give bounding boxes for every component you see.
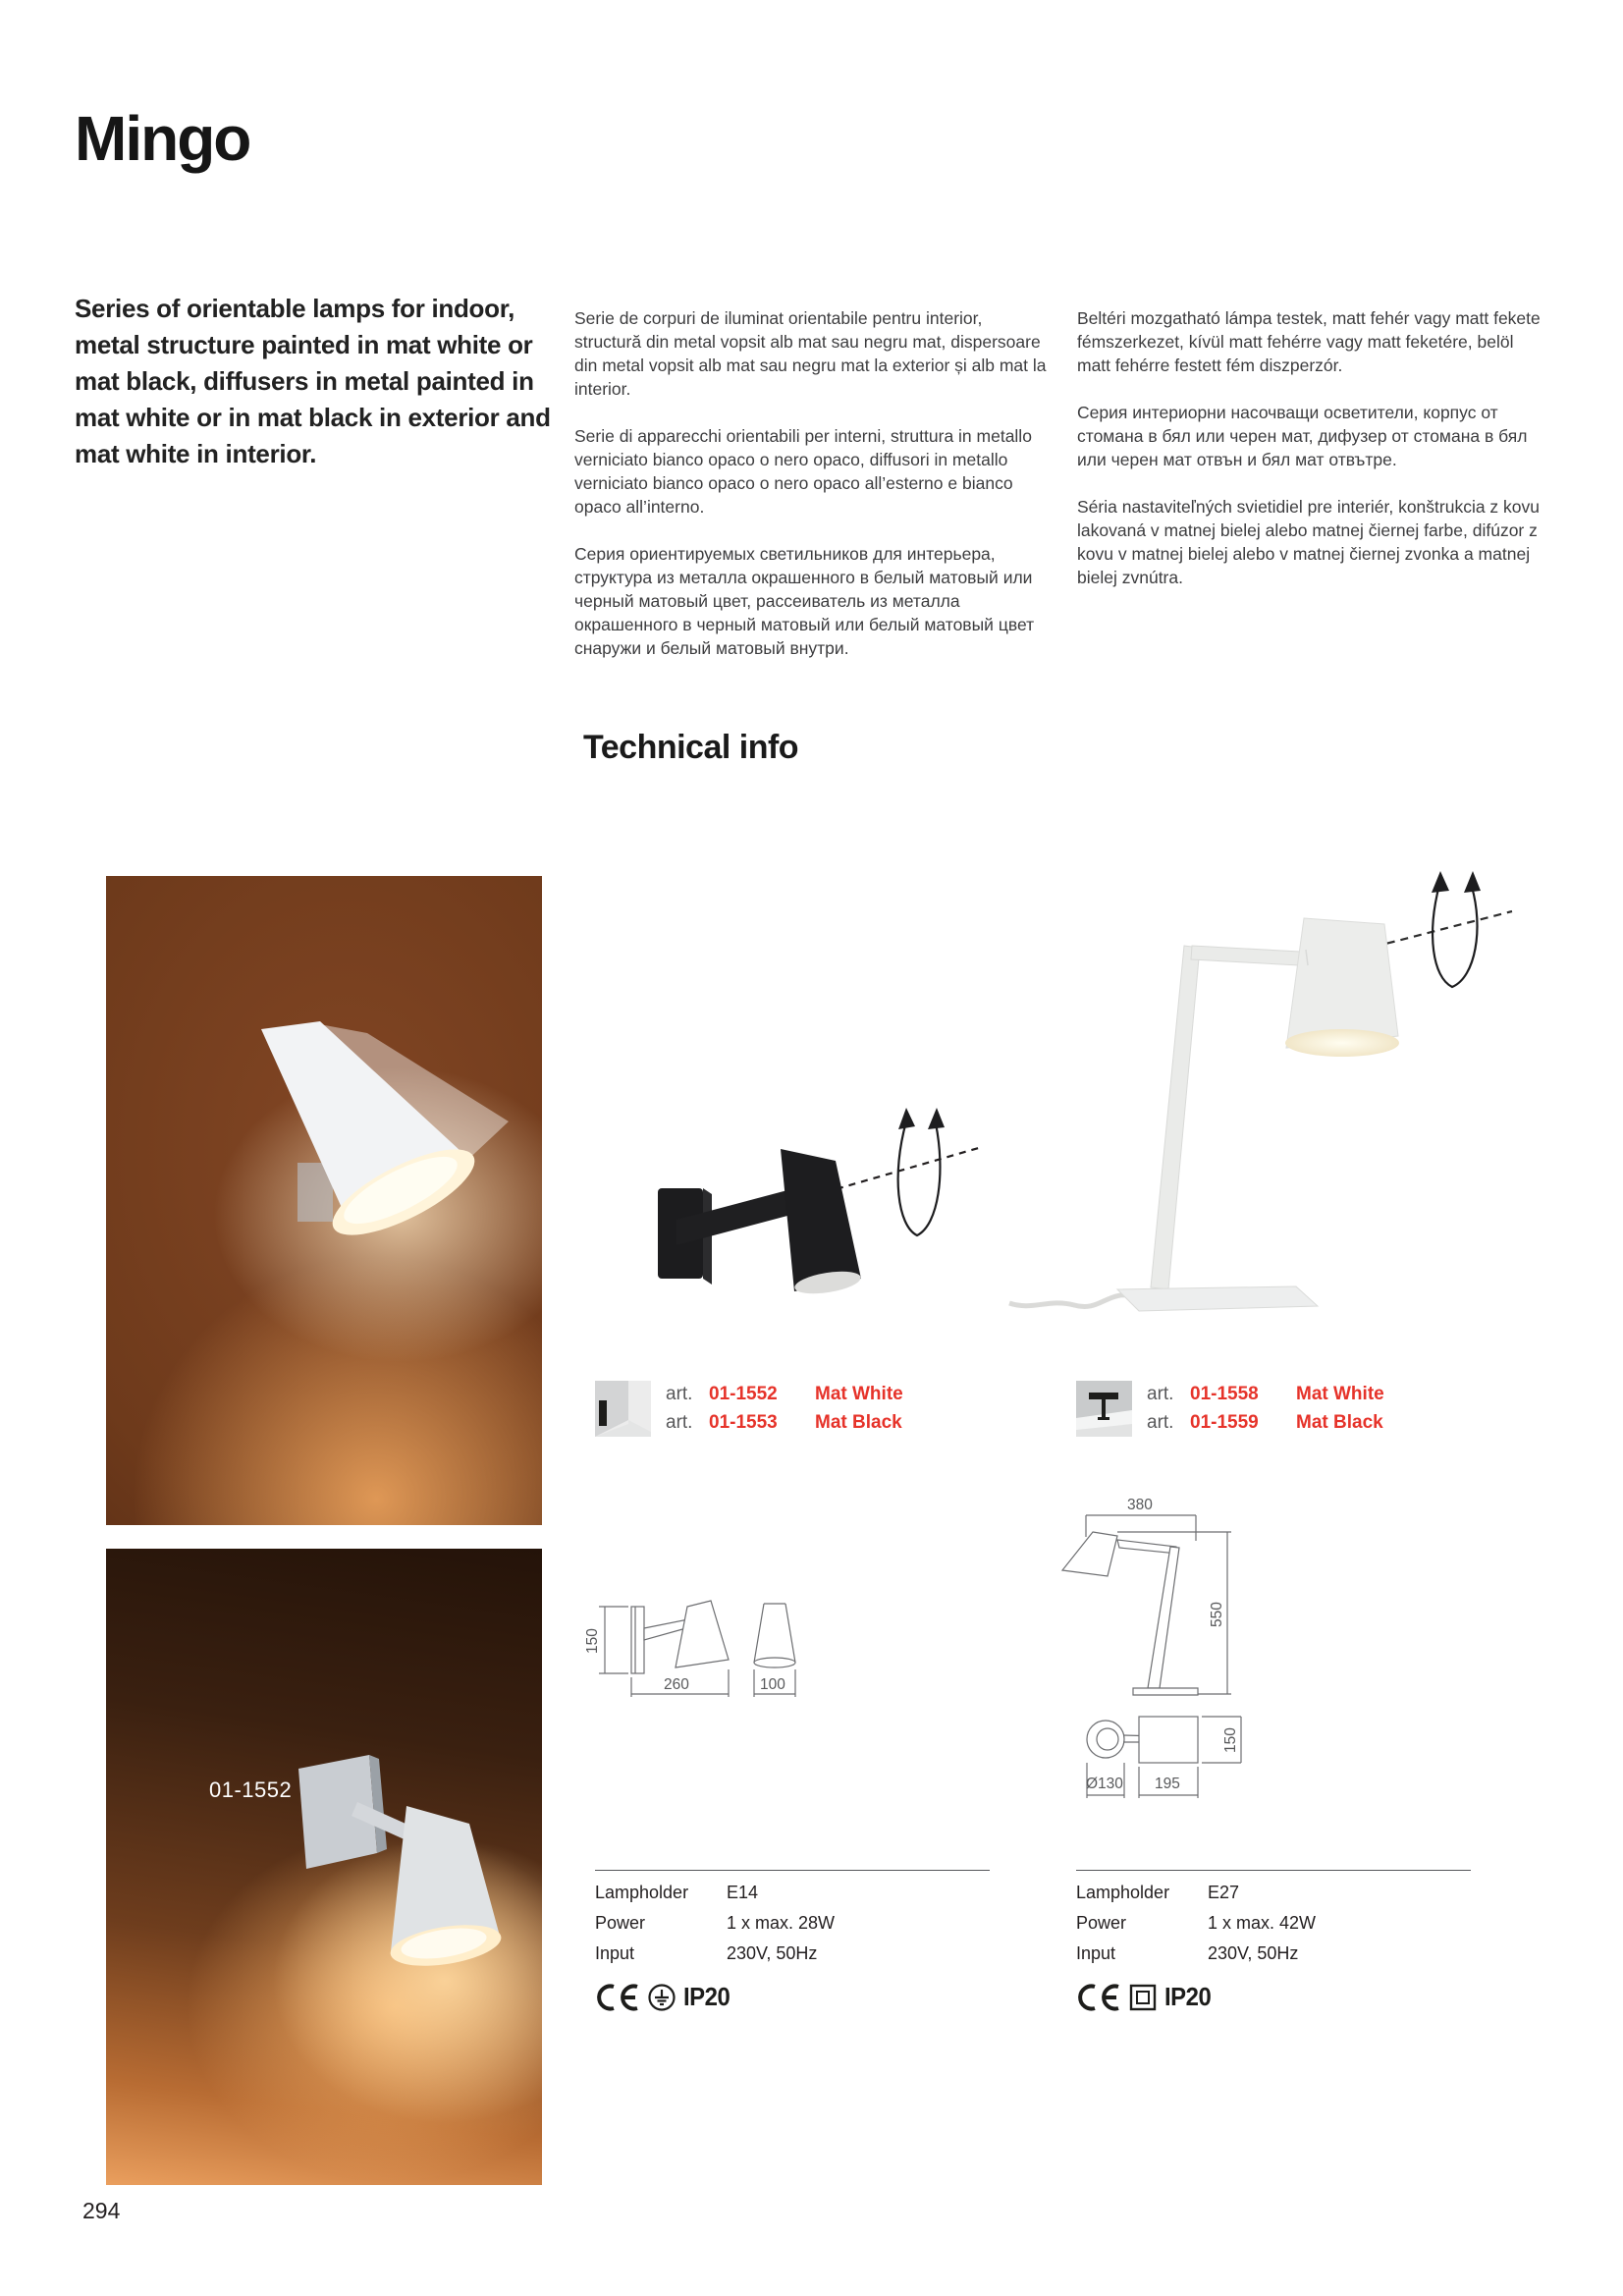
dimension-drawing-wall-lamp bbox=[577, 1550, 833, 1717]
art-code: 01-1553 bbox=[709, 1412, 778, 1433]
certifications-wall-lamp bbox=[595, 1982, 734, 2012]
dim-height-label: 150 bbox=[584, 1628, 601, 1654]
table-mount-icon bbox=[1076, 1381, 1132, 1437]
spec-row bbox=[1076, 1878, 1471, 1908]
spec-row bbox=[1076, 1939, 1471, 1969]
art-code: 01-1552 bbox=[709, 1384, 778, 1404]
spec-row bbox=[1076, 1908, 1471, 1939]
table-lamp-white-image bbox=[992, 828, 1546, 1324]
photo-article-label: 01-1552 bbox=[209, 1777, 293, 1802]
art-prefix: art. bbox=[666, 1384, 693, 1404]
description-en: Series of orientable lamps for indoor, metal structure painted in mat white or mat black, diffusers in metal painted in mat white or in mat black in exterior and mat white in interior. bbox=[75, 294, 551, 468]
product-photo-wall-lamp-lit bbox=[106, 1549, 542, 2185]
spec-value: E14 bbox=[727, 1883, 759, 1902]
ce-icon bbox=[595, 1983, 640, 2012]
art-finish: Mat White bbox=[815, 1384, 903, 1404]
spec-label: Lampholder bbox=[1076, 1883, 1170, 1902]
dimension-drawing-table-lamp bbox=[1049, 1486, 1294, 1834]
art-code: 01-1558 bbox=[1190, 1384, 1259, 1404]
spec-value: 1 x max. 28W bbox=[727, 1913, 836, 1933]
spec-label: Lampholder bbox=[595, 1883, 689, 1902]
spec-value: 230V, 50Hz bbox=[1208, 1943, 1299, 1963]
ip-rating: IP20 bbox=[683, 1982, 730, 2011]
art-prefix: art. bbox=[1147, 1384, 1174, 1404]
ip-rating: IP20 bbox=[1164, 1982, 1212, 2011]
dim-height-label: 550 bbox=[1209, 1602, 1225, 1627]
description-hu: Beltéri mozgatható lámpa testek, matt fehér vagy matt fekete fémszerkezet, kívül matt fehérre vagy matt feketére, belöl matt fehérre festett fém diszperzór. bbox=[1077, 308, 1541, 375]
article-block-table-lamp bbox=[1076, 1381, 1384, 1437]
class1-earth-icon bbox=[647, 1983, 676, 2012]
art-prefix: art. bbox=[1147, 1412, 1174, 1433]
section-title: Technical info bbox=[583, 729, 799, 766]
rotation-arrows-icon bbox=[898, 1121, 941, 1235]
spec-row bbox=[595, 1939, 990, 1969]
certifications-table-lamp bbox=[1076, 1982, 1216, 2012]
spec-row bbox=[595, 1878, 990, 1908]
dim-projection-label: 260 bbox=[664, 1676, 689, 1693]
spec-label: Power bbox=[595, 1913, 646, 1933]
art-finish: Mat Black bbox=[815, 1412, 902, 1433]
description-ru: Серия ориентируемых светильников для интерьера, структура из металла окрашенного в белый матовый или черный матовый цвет, рассеиватель из металла окрашенного в черный матовый или белый матовый цвет снаружи и белый матовый внутри. bbox=[574, 544, 1035, 658]
spec-label: Power bbox=[1076, 1913, 1127, 1933]
article-row bbox=[666, 1412, 903, 1434]
art-finish: Mat White bbox=[1296, 1384, 1384, 1404]
dim-base-depth-label: 195 bbox=[1155, 1776, 1180, 1792]
product-photo-wall-lamp bbox=[106, 876, 542, 1525]
article-row bbox=[1147, 1412, 1384, 1434]
spec-value: E27 bbox=[1208, 1883, 1240, 1902]
description-sk: Séria nastaviteľných svietidiel pre interiér, konštrukcia z kovu lakovaná v matnej bielej alebo matnej čiernej farbe, difúzor z kovu v matnej bielej alebo v matnej čiernej zvonka a matnej bielej zvnútra. bbox=[1077, 497, 1541, 587]
art-prefix: art. bbox=[666, 1412, 693, 1433]
spec-label: Input bbox=[1076, 1943, 1116, 1963]
spec-label: Input bbox=[595, 1943, 635, 1963]
wall-lamp-black-image bbox=[611, 1051, 994, 1336]
wall-lamp-lit-art bbox=[106, 1549, 542, 2185]
article-row bbox=[666, 1384, 903, 1405]
description-column-2 bbox=[574, 306, 1048, 683]
art-finish: Mat Black bbox=[1296, 1412, 1383, 1433]
spec-row bbox=[595, 1908, 990, 1939]
description-column-3 bbox=[1077, 306, 1550, 613]
spec-value: 230V, 50Hz bbox=[727, 1943, 818, 1963]
art-code: 01-1559 bbox=[1190, 1412, 1259, 1433]
page-title: Mingo bbox=[75, 103, 250, 174]
dim-base-diameter-label: Ø130 bbox=[1086, 1776, 1123, 1792]
article-block-wall-lamp bbox=[595, 1381, 903, 1437]
article-row bbox=[1147, 1384, 1384, 1405]
rotation-arrows-icon bbox=[1433, 885, 1477, 987]
wall-lamp-photo-art bbox=[106, 876, 542, 1525]
description-ro: Serie de corpuri de iluminat orientabile pentru interior, structură din metal vopsit alb mat sau negru mat, dispersoare din metal vopsit alb mat sau negru mat la exterior și alb mat la interior. bbox=[574, 308, 1047, 399]
class2-double-insulation-icon bbox=[1128, 1983, 1158, 2012]
page-number: 294 bbox=[82, 2198, 121, 2223]
description-bg: Серия интериорни насочващи осветители, корпус от стомана в бял или черен мат, дифузер от стомана в бял или черен мат отвън и бял мат отвътре. bbox=[1077, 403, 1528, 469]
spec-table-wall-lamp bbox=[595, 1870, 990, 1969]
spec-value: 1 x max. 42W bbox=[1208, 1913, 1317, 1933]
dim-shade-label: 100 bbox=[760, 1676, 785, 1693]
dim-width-label: 380 bbox=[1127, 1497, 1153, 1513]
ce-icon bbox=[1076, 1983, 1121, 2012]
description-it: Serie di apparecchi orientabili per interni, struttura in metallo verniciato bianco opaco o nero opaco, diffusori in metallo verniciato bianco opaco o nero opaco all’esterno e bianco opaco all’interno. bbox=[574, 426, 1032, 517]
dim-base-height-label: 150 bbox=[1222, 1727, 1239, 1753]
spec-table-table-lamp bbox=[1076, 1870, 1471, 1969]
wall-mount-icon bbox=[595, 1381, 651, 1437]
